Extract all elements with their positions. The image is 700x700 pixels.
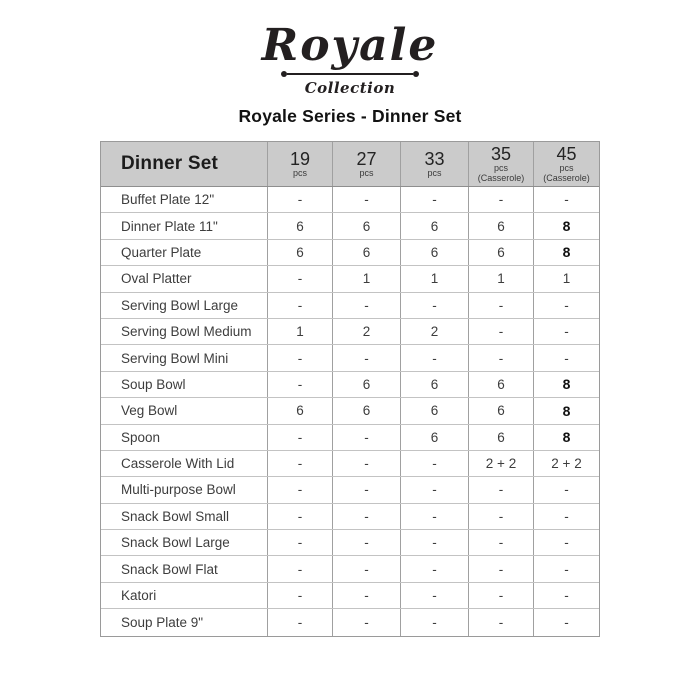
cell-value: - [533,293,599,318]
table-row [101,213,599,239]
logo-dot-right-icon [413,71,419,77]
cell-value: - [332,187,400,212]
column-count: 27 [356,149,377,170]
table-row [101,451,599,477]
row-label: Snack Bowl Large [121,535,230,551]
cell-value: - [332,477,400,502]
cell-value: 6 [400,425,468,450]
cell-value: - [267,504,332,529]
cell-value: - [468,187,533,212]
cell-value: - [267,372,332,397]
cell-value: 1 [332,266,400,291]
cell-value: - [468,583,533,608]
cell-value: 6 [468,240,533,265]
cell-value: 2 + 2 [533,451,599,476]
cell-value: 6 [332,213,400,238]
row-label: Casserole With Lid [121,456,235,472]
cell-value: - [533,556,599,581]
cell-value: - [533,477,599,502]
brand-logo [0,20,700,97]
cell-value: - [267,609,332,635]
cell-value: 1 [400,266,468,291]
dinner-set-table [100,141,600,637]
row-label: Buffet Plate 12" [121,192,215,208]
row-label: Serving Bowl Mini [121,350,229,366]
row-label: Serving Bowl Large [121,297,239,313]
cell-value: - [267,187,332,212]
cell-value: 6 [332,372,400,397]
cell-value: 6 [468,213,533,238]
cell-value: - [533,609,599,635]
cell-value: - [400,345,468,370]
cell-value: - [267,345,332,370]
column-header-33 [400,142,468,186]
cell-value: - [267,477,332,502]
brand-name: Royale [261,20,439,71]
logo-divider [0,71,700,77]
cell-value: - [400,583,468,608]
cell-value: 6 [400,213,468,238]
table-row [101,187,599,213]
column-note: (Casserole) [477,172,525,183]
row-label: Veg Bowl [121,403,178,419]
cell-value: - [332,451,400,476]
cell-value: - [468,530,533,555]
table-row [101,477,599,503]
table-header-row [101,142,599,187]
table-row [101,319,599,345]
cell-value: - [468,609,533,635]
cell-value: - [332,504,400,529]
table-row [101,293,599,319]
cell-value: - [468,477,533,502]
cell-value: - [533,504,599,529]
page-subtitle: Royale Series - Dinner Set [238,106,462,126]
cell-value: - [400,477,468,502]
cell-value: - [468,504,533,529]
cell-value: - [267,583,332,608]
cell-value: - [332,556,400,581]
column-note: (Casserole) [543,172,590,183]
table-row [101,266,599,292]
column-header-45 [533,142,599,186]
cell-value: - [400,504,468,529]
cell-value: 6 [468,425,533,450]
column-count: 33 [424,149,445,170]
cell-value: - [533,319,599,344]
brand-collection-label: Collection [304,79,396,97]
cell-value: - [533,187,599,212]
cell-value: 8 [533,240,599,265]
row-label: Snack Bowl Flat [121,561,218,577]
cell-value: - [332,609,400,635]
row-label: Soup Bowl [121,376,186,392]
row-label: Quarter Plate [121,244,202,260]
cell-value: 6 [332,240,400,265]
column-header-27 [332,142,400,186]
column-unit: pcs [292,168,307,179]
table-row [101,372,599,398]
cell-value: 6 [400,240,468,265]
row-label: Oval Platter [121,271,192,287]
cell-value: - [267,556,332,581]
cell-value: - [267,293,332,318]
table-row [101,504,599,530]
column-unit: pcs [427,168,442,179]
table-row [101,240,599,266]
row-label: Snack Bowl Small [121,508,230,524]
column-header-19 [267,142,332,186]
cell-value: - [332,583,400,608]
cell-value: - [468,319,533,344]
cell-value: - [468,556,533,581]
cell-value: - [533,345,599,370]
cell-value: - [267,451,332,476]
cell-value: - [332,530,400,555]
table-row [101,556,599,582]
column-unit: pcs [359,168,374,179]
cell-value: - [267,266,332,291]
cell-value: - [400,187,468,212]
cell-value: 6 [332,398,400,423]
column-count: 35 [490,144,512,165]
cell-value: - [332,293,400,318]
cell-value: 6 [400,398,468,423]
cell-value: 6 [468,398,533,423]
row-label: Dinner Plate 11" [121,218,218,234]
column-count: 19 [289,149,311,170]
cell-value: 1 [468,266,533,291]
table-row [101,609,599,635]
cell-value: 1 [533,266,599,291]
row-label: Spoon [121,429,161,445]
row-label: Soup Plate 9" [121,614,204,630]
cell-value: 8 [533,425,599,450]
row-label: Multi-purpose Bowl [121,482,236,498]
cell-value: - [400,556,468,581]
table-title: Dinner Set [121,153,219,174]
cell-value: 8 [533,398,599,423]
cell-value: - [332,425,400,450]
cell-value: 1 [267,319,332,344]
cell-value: 6 [267,213,332,238]
cell-value: - [267,530,332,555]
column-unit: pcs [493,163,508,174]
table-row [101,345,599,371]
cell-value: - [400,451,468,476]
cell-value: 8 [533,372,599,397]
table-row [101,583,599,609]
row-label: Katori [121,588,157,604]
cell-value: - [400,293,468,318]
cell-value: - [533,583,599,608]
cell-value: 6 [267,398,332,423]
table-body [101,187,599,636]
table-row [101,398,599,424]
cell-value: 6 [468,372,533,397]
column-unit: pcs [559,163,574,174]
cell-value: - [400,609,468,635]
cell-value: 2 [332,319,400,344]
table-row [101,425,599,451]
cell-value: 6 [267,240,332,265]
column-header-35 [468,142,533,186]
cell-value: 6 [400,372,468,397]
cell-value: 2 [400,319,468,344]
logo-rule-line [287,73,413,75]
cell-value: - [332,345,400,370]
cell-value: 8 [533,213,599,238]
cell-value: - [468,293,533,318]
column-count: 45 [556,144,577,165]
cell-value: 2 + 2 [468,451,533,476]
cell-value: - [267,425,332,450]
cell-value: - [533,530,599,555]
table-row [101,530,599,556]
row-label: Serving Bowl Medium [121,324,252,340]
cell-value: - [468,345,533,370]
cell-value: - [400,530,468,555]
